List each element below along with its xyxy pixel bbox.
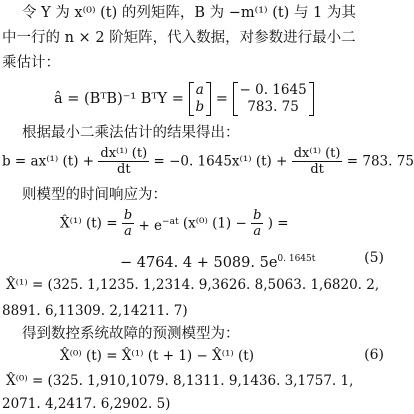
para1-line1: 令 Y 为 x⁽⁰⁾ (t) 的列矩阵，B 为 −m⁽¹⁾ (t) 与 1 为其: [22, 5, 356, 21]
ahat-lhs: â = (BᵀB)⁻¹ BᵀY =: [54, 91, 184, 107]
frac-a2-den: a: [253, 224, 262, 239]
equation-b: [2, 146, 414, 182]
response-exp-term: [138, 218, 178, 234]
value-a: − 0. 1645: [239, 82, 307, 98]
frac1-numerator: dx⁽¹⁾ (t): [100, 146, 148, 161]
para4: 得到数控系统故障的预测模型为：: [22, 326, 240, 342]
ahat-equals: =: [215, 91, 228, 107]
frac2-numerator: dx⁽¹⁾ (t): [293, 146, 341, 161]
eqb-fraction-2: [292, 146, 343, 177]
para1-line3: 乘估计：: [2, 55, 60, 71]
para3: 则模型的时间响应为：: [22, 187, 167, 203]
frac2-denominator: dt: [310, 162, 324, 177]
equation-response-line2: [120, 250, 315, 272]
result1-line1: X̂⁽¹⁾ = (325. 1,1235. 1,2314. 9,3626. 8,5063. 1,6820. 2,: [6, 277, 380, 293]
result1-line2: 8891. 6,11309. 2,14211. 7): [2, 303, 188, 319]
response-paren-close: ) =: [267, 215, 289, 232]
vector-a: a: [195, 82, 204, 98]
response-exponent: −at: [162, 216, 179, 227]
ahat-value-vector: [233, 82, 314, 116]
equation-number-6: (6): [364, 347, 384, 363]
eqb-fraction-1: [98, 146, 149, 177]
response-line2: − 4764. 4 + 5089. 5e: [120, 255, 278, 271]
vector-b: b: [195, 99, 205, 115]
eqb-right: = 783. 75: [346, 153, 414, 170]
para1-line2: 中一行的 n × 2 阶矩阵，代入数据，对参数进行最小二: [2, 30, 356, 46]
equation-number-5: (5): [364, 250, 384, 266]
result2-line1: X̂⁽⁰⁾ = (325. 1,910,1079. 8,1311. 9,1436. 3,1757. 1,: [6, 373, 354, 389]
response-frac-b-a: [122, 208, 134, 239]
response-frac-b-a-2: [251, 208, 263, 239]
response-line2-exponent: 0. 1645t: [277, 254, 316, 264]
result2-line2: 2071. 4,2417. 6,2902. 5): [2, 396, 171, 412]
frac-b-num: b: [123, 208, 133, 223]
eqb-left: b = ax⁽¹⁾ (t) +: [2, 153, 95, 170]
response-paren-open: (x⁽⁰⁾ (1) −: [182, 215, 247, 232]
response-lhs: X̂⁽¹⁾ (t) =: [60, 215, 118, 232]
ahat-param-vector: [189, 82, 212, 116]
eqb-mid: = −0. 1645x⁽¹⁾ (t) +: [153, 153, 288, 170]
response-plus-e: + e: [138, 217, 163, 234]
frac1-denominator: dt: [117, 162, 131, 177]
value-b: 783. 75: [247, 99, 299, 115]
frac-a-den: a: [124, 224, 132, 239]
para2: 根据最小二乘法估计的结果得出：: [22, 125, 240, 141]
frac-b2-num: b: [253, 208, 262, 223]
equation-ahat: [54, 82, 314, 122]
equation-predict: X̂⁽⁰⁾ (t) = X̂⁽¹⁾ (t + 1) − X̂⁽¹⁾ (t): [60, 348, 254, 364]
equation-response-line1: [60, 208, 289, 244]
